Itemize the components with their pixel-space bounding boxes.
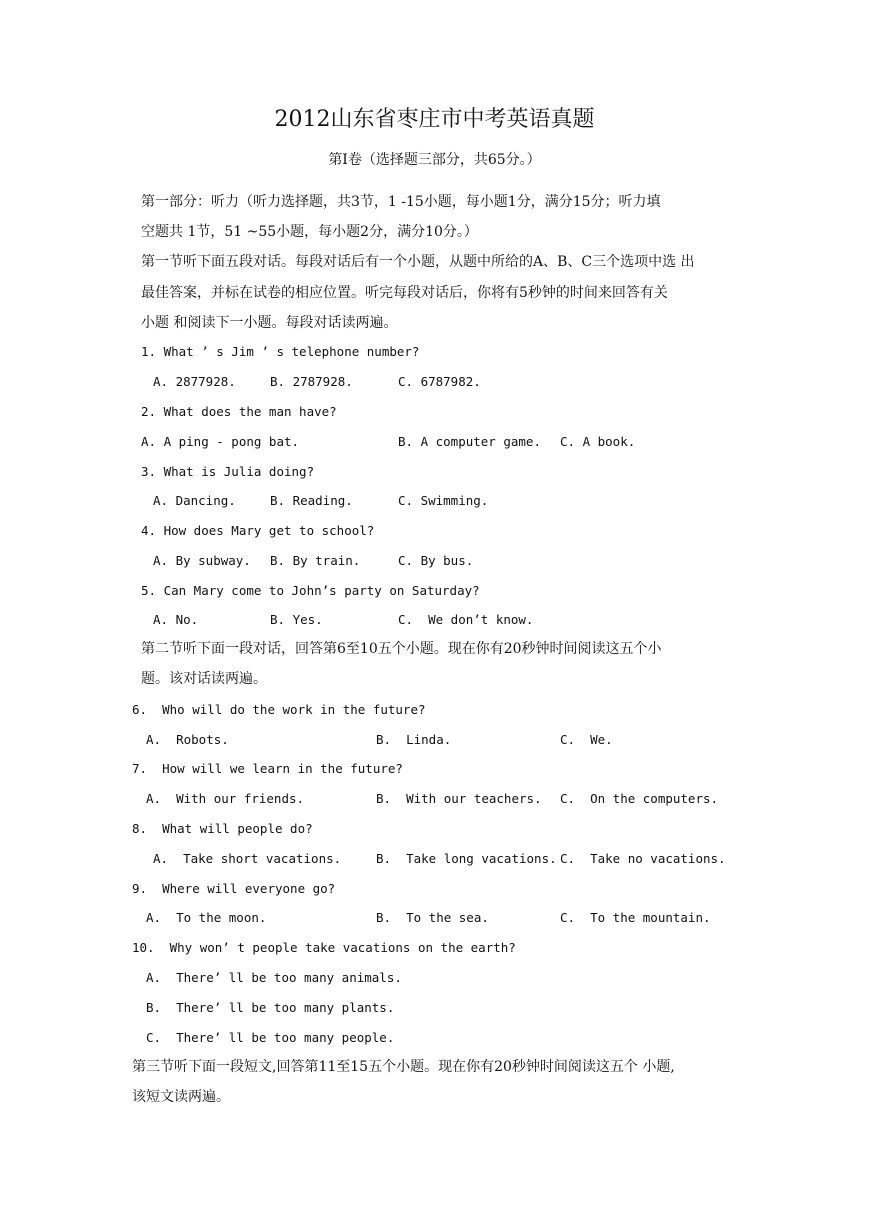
q2-stem: 2. What does the man have? bbox=[141, 404, 337, 419]
q9-option-b: B. To the sea. bbox=[376, 910, 489, 925]
q8-option-a: A. Take short vacations. bbox=[153, 851, 342, 866]
q3-option-a: A. Dancing. bbox=[153, 493, 236, 508]
q5-option-a: A. No. bbox=[153, 612, 199, 627]
q4-stem: 4. How does Mary get to school? bbox=[141, 523, 375, 538]
q3-option-c: C. Swimming. bbox=[398, 493, 489, 508]
q10-option-a: A. There’ ll be too many animals. bbox=[146, 970, 402, 985]
q7-option-a: A. With our friends. bbox=[146, 791, 305, 806]
q5-option-b: B. Yes. bbox=[270, 612, 323, 627]
q9-option-a: A. To the moon. bbox=[146, 910, 267, 925]
q1-stem: 1. What ’ s Jim ’ s telephone number? bbox=[141, 344, 420, 359]
part1-line2: 空题共 1节，51 ~55小题，每小题2分，满分10分。） bbox=[141, 224, 478, 240]
q1-option-c: C. 6787982. bbox=[398, 374, 481, 389]
q6-option-a: A. Robots. bbox=[146, 732, 229, 747]
q7-option-b: B. With our teachers. bbox=[376, 791, 542, 806]
q7-option-c: C. On the computers. bbox=[560, 791, 719, 806]
q5-option-c: C. We don’t know. bbox=[398, 612, 534, 627]
q10-option-c: C. There’ ll be too many people. bbox=[146, 1030, 395, 1045]
q6-option-c: C. We. bbox=[560, 732, 613, 747]
q4-option-c: C. By bus. bbox=[398, 553, 474, 568]
q10-option-b: B. There’ ll be too many plants. bbox=[146, 1000, 395, 1015]
q4-option-a: A. By subway. bbox=[153, 553, 251, 568]
q2-option-a: A. A ping - pong bat. bbox=[141, 434, 300, 449]
section2-line2: 题。该对话读两遍。 bbox=[141, 671, 267, 687]
q1-option-a: A. 2877928. bbox=[153, 374, 236, 389]
section2-line1: 第二节听下面一段对话，回答第6至10五个小题。现在你有20秒钟时间阅读这五个小 bbox=[141, 641, 662, 657]
q10-stem: 10. Why won’ t people take vacations on the earth? bbox=[132, 940, 516, 955]
page-subtitle: 第Ⅰ卷（选择题三部分，共65分。） bbox=[328, 152, 541, 168]
q8-stem: 8. What will people do? bbox=[132, 821, 313, 836]
q3-option-b: B. Reading. bbox=[270, 493, 353, 508]
section1-line1: 第一节听下面五段对话。每段对话后有一个小题，从题中所给的A、B、C三个选项中选 出 bbox=[141, 254, 695, 270]
section1-line3: 小题 和阅读下一小题。每段对话读两遍。 bbox=[141, 315, 398, 331]
q3-stem: 3. What is Julia doing? bbox=[141, 464, 315, 479]
q7-stem: 7. How will we learn in the future? bbox=[132, 761, 403, 776]
q9-option-c: C. To the mountain. bbox=[560, 910, 711, 925]
q6-option-b: B. Linda. bbox=[376, 732, 452, 747]
q1-option-b: B. 2787928. bbox=[270, 374, 353, 389]
section3-line2: 该短文读两遍。 bbox=[132, 1089, 230, 1105]
page-title: 2012山东省枣庄市中考英语真题 bbox=[274, 107, 595, 132]
q5-stem: 5. Can Mary come to John’s party on Saturday? bbox=[141, 583, 480, 598]
q8-option-c: C. Take no vacations. bbox=[560, 851, 726, 866]
part1-line1: 第一部分：听力（听力选择题，共3节，1 -15小题，每小题1分，满分15分；听力填 bbox=[141, 194, 661, 210]
section3-line1: 第三节听下面一段短文,回答第11至15五个小题。现在你有20秒钟时间阅读这五个 小题, bbox=[132, 1059, 675, 1075]
q2-option-c: C. A book. bbox=[560, 434, 636, 449]
q9-stem: 9. Where will everyone go? bbox=[132, 881, 336, 896]
q2-option-b: B. A computer game. bbox=[398, 434, 541, 449]
q4-option-b: B. By train. bbox=[270, 553, 361, 568]
q8-option-b: B. Take long vacations. bbox=[376, 851, 557, 866]
q6-stem: 6. Who will do the work in the future? bbox=[132, 702, 426, 717]
section1-line2: 最佳答案，并标在试卷的相应位置。听完每段对话后，你将有5秒钟的时间来回答有关 bbox=[141, 285, 668, 301]
